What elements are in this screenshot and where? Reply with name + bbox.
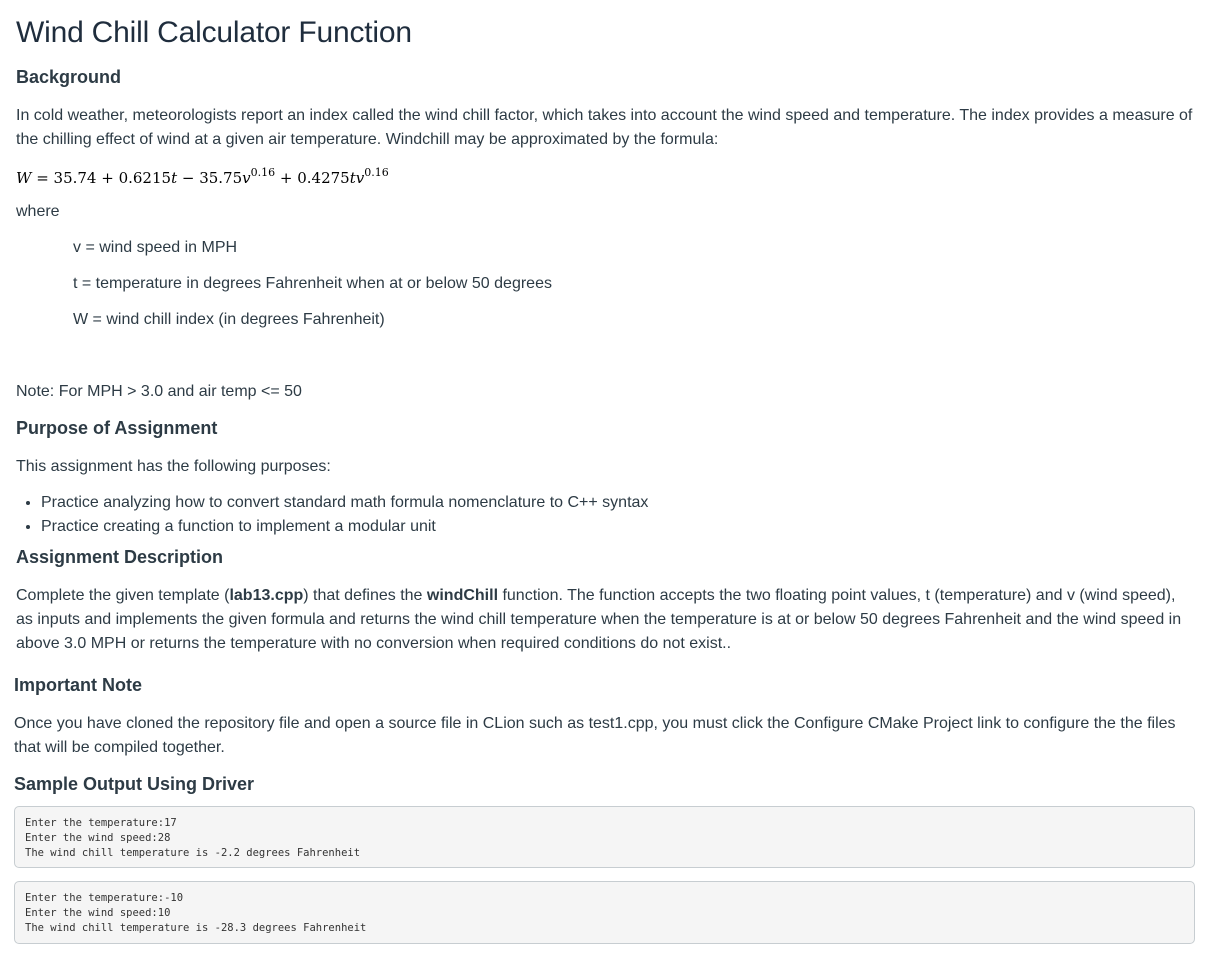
function-name: windChill — [426, 587, 499, 604]
description-text-2: ) that defines the — [303, 587, 427, 604]
formula-t: t — [171, 169, 178, 187]
description-text-3: function. The function accepts the two floating point values, t (temperature) and v (wind speed), as inputs and implements the given formula and returns the wind chill temperature when the temperature is at or below 50 degrees Fahrenheit and the wind speed in above 3.0 MPH or returns the temperature with no conversion when required conditions do not exist.. — [16, 587, 1182, 652]
formula-v: v — [242, 169, 251, 187]
important-note-heading: Important Note — [14, 675, 142, 695]
formula-w: W — [16, 169, 32, 187]
important-note-paragraph: Once you have cloned the repository file and open a source file in CLion such as test1.cpp, you must click the Configure CMake Project link to configure the the files that will be compiled together. — [14, 715, 1176, 756]
formula-exponent-2: 0.16 — [364, 166, 389, 179]
sample-output-heading: Sample Output Using Driver — [14, 774, 255, 794]
formula-tv: tv — [349, 169, 365, 187]
list-item: • Practice analyzing how to convert standard math formula nomenclature to C++ syntax — [41, 491, 648, 515]
where-label: where — [16, 203, 60, 220]
background-paragraph: In cold weather, meteorologists report an index called the wind chill factor, which takes into account the wind speed and temperature. The index provides a measure of the chilling effect of wind at a given air temperature. Windchill may be approximated by the formula: — [16, 107, 1193, 148]
wind-chill-formula — [16, 166, 389, 187]
purpose-heading: Purpose of Assignment — [16, 418, 218, 438]
background-heading: Background — [16, 67, 122, 87]
description-text-1: Complete the given template ( — [16, 587, 230, 604]
definition-v: v = wind speed in MPH — [73, 239, 238, 256]
formula-part-2: − 35.75 — [177, 169, 243, 187]
description-paragraph — [16, 584, 1196, 656]
formula-exponent-1: 0.16 — [250, 166, 276, 179]
conditions-note: Note: For MPH > 3.0 and air temp <= 50 — [16, 383, 302, 400]
template-filename: lab13.cpp — [229, 587, 304, 604]
purpose-intro: This assignment has the following purposes: — [16, 458, 331, 475]
formula-part-3: + 0.4275 — [275, 169, 350, 187]
sample-output-block-2: Enter the temperature:-10 Enter the wind speed:10 The wind chill temperature is -28.3 degrees Fahrenheit — [14, 881, 1195, 944]
purpose-list — [16, 491, 648, 539]
definition-w: W = wind chill index (in degrees Fahrenheit) — [73, 311, 385, 328]
sample-output-block-1: Enter the temperature:17 Enter the wind speed:28 The wind chill temperature is -2.2 degrees Fahrenheit — [14, 806, 1195, 868]
formula-part-1: = 35.74 + 0.6215 — [31, 169, 172, 187]
description-heading: Assignment Description — [16, 547, 224, 567]
page-title: Wind Chill Calculator Function — [16, 16, 412, 49]
list-item: • Practice creating a function to implement a modular unit — [41, 515, 648, 539]
definition-t: t = temperature in degrees Fahrenheit when at or below 50 degrees — [73, 275, 552, 292]
